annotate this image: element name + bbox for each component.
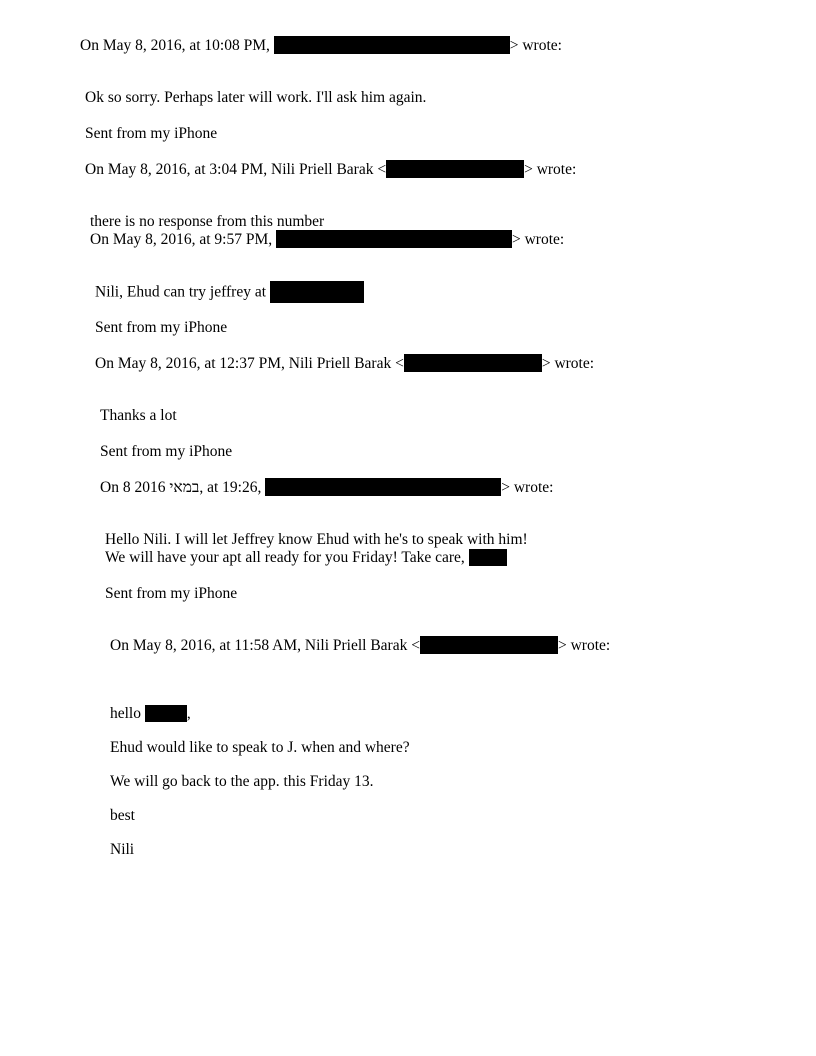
header-prefix: On May 8, 2016, at 10:08 PM, <box>80 37 274 54</box>
message-line: Hello Nili. I will let Jeffrey know Ehud with he's to speak with him! <box>105 531 528 548</box>
header-prefix: On May 8, 2016, at 12:37 PM, Nili Priell Barak < <box>95 355 404 372</box>
header-prefix: On May 8, 2016, at 3:04 PM, Nili Priell Barak < <box>85 161 387 178</box>
quote-header-3 <box>90 230 564 250</box>
signature-line: Sent from my iPhone <box>105 585 238 602</box>
quote-header-2 <box>85 160 576 180</box>
header-prefix: On May 8, 2016, at 11:58 AM, Nili Priell Barak < <box>110 637 420 654</box>
signature-line: Sent from my iPhone <box>100 443 233 460</box>
message-line: Ehud would like to speak to J. when and where? <box>110 739 410 756</box>
message-line: We will go back to the app. this Friday 13. <box>110 773 374 790</box>
quote-header-5 <box>100 478 553 498</box>
quote-header-1 <box>80 36 562 56</box>
message-text: We will have your apt all ready for you Friday! Take care, <box>105 549 469 566</box>
header-prefix: On 8 2016 במאי, at 19:26, <box>100 479 266 496</box>
header-prefix: On May 8, 2016, at 9:57 PM, <box>90 231 276 248</box>
redacted-email <box>420 636 558 654</box>
redacted-name <box>469 549 507 566</box>
message-line: best <box>110 807 135 824</box>
header-suffix: > wrote: <box>541 355 595 372</box>
redacted-sender <box>265 478 501 496</box>
redacted-email <box>386 160 524 178</box>
redacted-sender <box>276 230 512 248</box>
message-line: there is no response from this number <box>90 213 325 230</box>
message-line <box>105 548 507 568</box>
redacted-sender <box>274 36 510 54</box>
header-suffix: > wrote: <box>512 231 565 248</box>
header-suffix: > wrote: <box>524 161 577 178</box>
redacted-phone <box>270 281 364 303</box>
message-line <box>110 704 191 724</box>
header-suffix: > wrote: <box>557 637 611 654</box>
signature-line: Sent from my iPhone <box>85 125 218 142</box>
quote-header-4 <box>95 354 594 374</box>
message-line: Thanks a lot <box>100 407 177 424</box>
message-line <box>95 282 364 302</box>
redacted-name <box>145 705 187 722</box>
message-text: Nili, Ehud can try jeffrey at <box>95 283 270 301</box>
message-line: Nili <box>110 841 135 858</box>
header-suffix: > wrote: <box>501 479 554 496</box>
header-suffix: > wrote: <box>509 37 562 54</box>
message-text-tail: , <box>186 705 191 722</box>
quote-header-6 <box>110 636 610 656</box>
message-line: Ok so sorry. Perhaps later will work. I'll ask him again. <box>85 89 427 106</box>
signature-line: Sent from my iPhone <box>95 319 228 336</box>
redacted-email <box>404 354 542 372</box>
message-text: hello <box>110 705 145 722</box>
